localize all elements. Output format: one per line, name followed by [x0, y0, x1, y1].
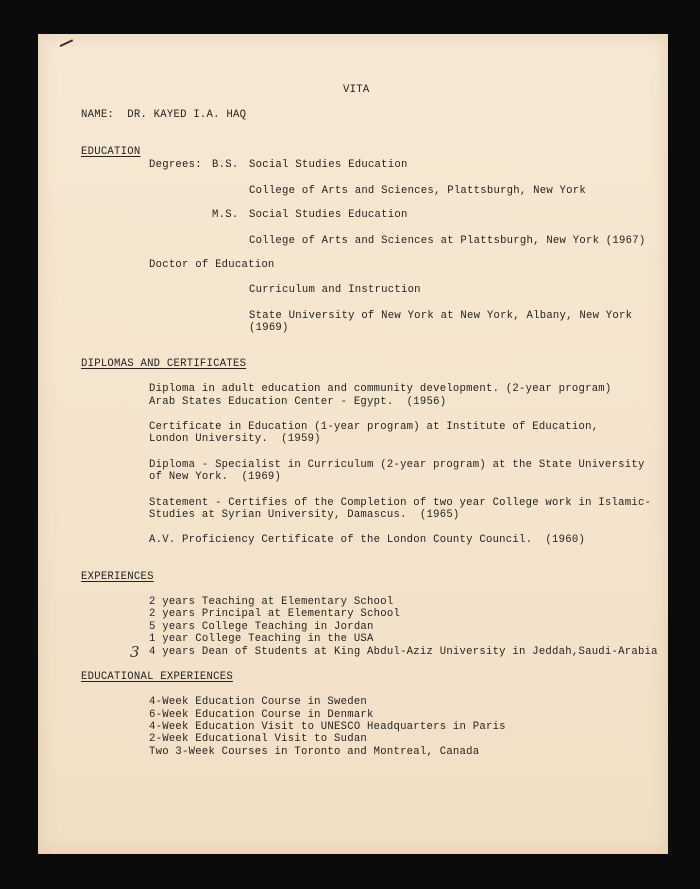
- educational-experience-item: 4-Week Education Visit to UNESCO Headquarters in Paris: [149, 721, 506, 733]
- educational-experience-item: 4-Week Education Course in Sweden: [149, 696, 368, 708]
- experience-item: 4 years Dean of Students at King Abdul-Aziz University in Jeddah,Saudi-Arabia: [149, 646, 658, 658]
- experience-item: 2 years Teaching at Elementary School: [149, 596, 394, 608]
- vita-title: VITA: [343, 84, 370, 96]
- diploma-line: London University. (1959): [149, 433, 321, 445]
- educational-experiences-heading: EDUCATIONAL EXPERIENCES: [81, 671, 233, 683]
- ms-school: College of Arts and Sciences at Plattsburgh, New York (1967): [249, 235, 646, 247]
- experience-item: 1 year College Teaching in the USA: [149, 633, 374, 645]
- experiences-heading: EXPERIENCES: [81, 571, 154, 583]
- educational-experience-item: 6-Week Education Course in Denmark: [149, 709, 374, 721]
- bs-field: Social Studies Education: [249, 159, 408, 171]
- diploma-line: Arab States Education Center - Egypt. (1956): [149, 396, 447, 408]
- diploma-line: Certificate in Education (1-year program) at Institute of Education,: [149, 421, 599, 433]
- name-line: NAME: DR. KAYED I.A. HAQ: [81, 109, 247, 121]
- education-heading: EDUCATION: [81, 146, 141, 158]
- ms-abbr: M.S.: [212, 209, 239, 221]
- diploma-line: of New York. (1969): [149, 471, 282, 483]
- diploma-line: A.V. Proficiency Certificate of the London County Council. (1960): [149, 534, 586, 546]
- diploma-line: Diploma in adult education and community development. (2-year program): [149, 383, 612, 395]
- doctor-school-line-1: State University of New York at New York, Albany, New York: [249, 310, 633, 322]
- bs-abbr: B.S.: [212, 159, 239, 171]
- experience-item: 2 years Principal at Elementary School: [149, 608, 401, 620]
- educational-experience-item: Two 3-Week Courses in Toronto and Montreal, Canada: [149, 746, 480, 758]
- doctor-label: Doctor of Education: [149, 259, 275, 271]
- doctor-school-line-2: (1969): [249, 322, 289, 334]
- handwritten-correction: 3: [130, 643, 140, 661]
- educational-experience-item: 2-Week Educational Visit to Sudan: [149, 733, 368, 745]
- diploma-line: Diploma - Specialist in Curriculum (2-year program) at the State University: [149, 459, 645, 471]
- experience-item: 5 years College Teaching in Jordan: [149, 621, 374, 633]
- doctor-field: Curriculum and Instruction: [249, 284, 421, 296]
- degrees-label: Degrees:: [149, 159, 202, 171]
- diploma-line: Studies at Syrian University, Damascus. (1965): [149, 509, 460, 521]
- diplomas-heading: DIPLOMAS AND CERTIFICATES: [81, 358, 247, 370]
- ms-field: Social Studies Education: [249, 209, 408, 221]
- bs-school: College of Arts and Sciences, Plattsburgh, New York: [249, 185, 586, 197]
- diploma-line: Statement - Certifies of the Completion of two year College work in Islamic-: [149, 497, 652, 509]
